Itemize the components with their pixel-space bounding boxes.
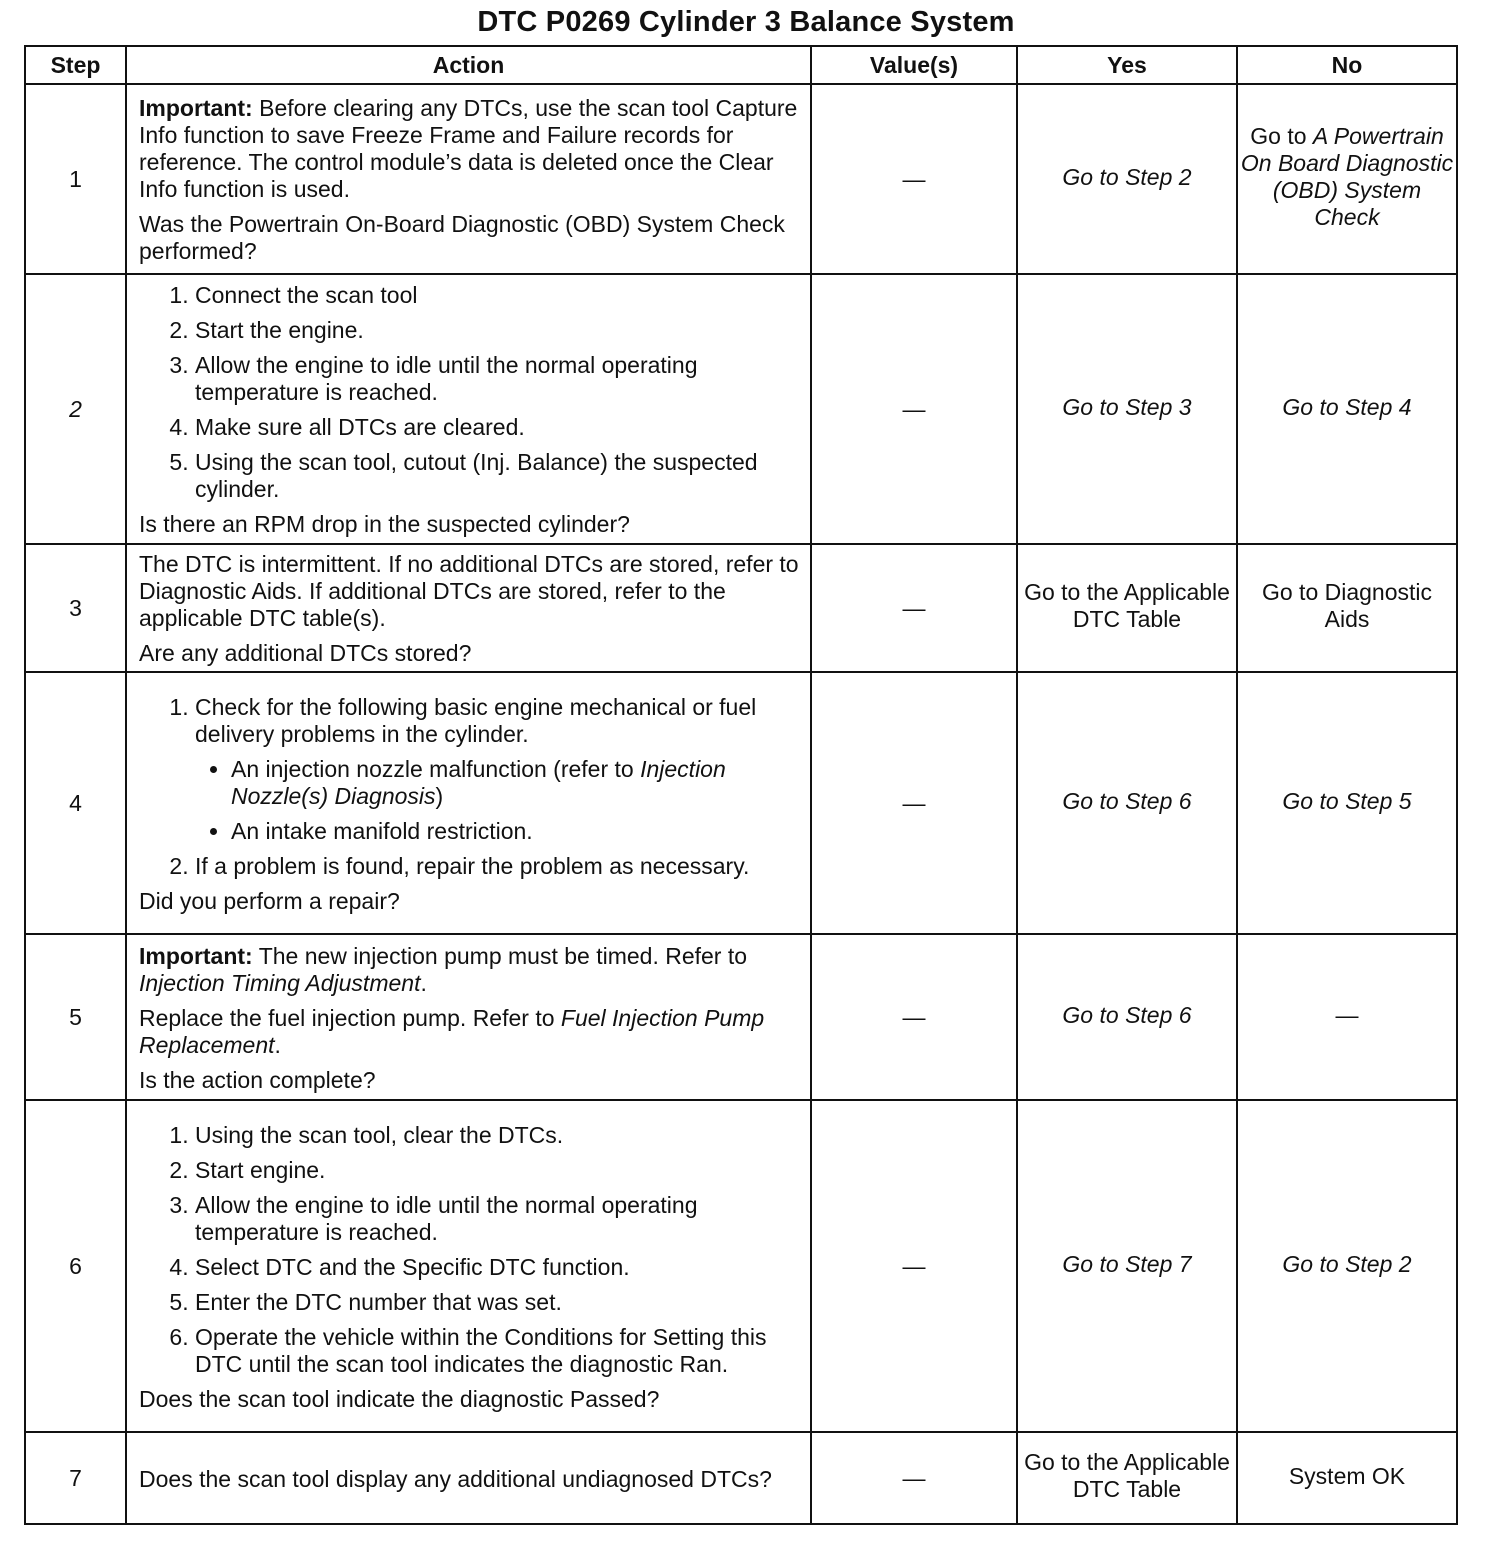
list-item: 3. Allow the engine to idle until the normal operating temperature is reached. xyxy=(195,352,800,406)
yes-cell: Go to Step 6 xyxy=(1017,934,1237,1100)
no-cell: Go to Step 4 xyxy=(1237,274,1457,544)
no-cell: Go to Step 5 xyxy=(1237,672,1457,934)
dtc-table-container xyxy=(24,45,1458,1525)
value-cell xyxy=(811,544,1017,672)
important-note xyxy=(139,943,800,997)
question: Does the scan tool display any additional undiagnosed DTCs? xyxy=(139,1465,772,1492)
table-row-step-4 xyxy=(25,672,1457,934)
no-prefix: Go to xyxy=(1250,123,1313,149)
action-cell xyxy=(126,1432,811,1524)
bullet-end: ) xyxy=(435,782,444,809)
header-step: Step xyxy=(25,46,126,84)
value-dash: — xyxy=(902,395,926,422)
action-cell xyxy=(126,544,811,672)
list-item: 3. Allow the engine to idle until the normal operating temperature is reached. xyxy=(195,1192,800,1246)
question: Was the Powertrain On-Board Diagnostic (OBD) System Check performed? xyxy=(139,211,785,264)
list-item: 6. Operate the vehicle within the Conditions for Setting this DTC until the scan tool indicates the diagnostic Ran. xyxy=(195,1324,800,1378)
value-cell xyxy=(811,1100,1017,1432)
yes-cell: Go to the Applicable DTC Table xyxy=(1017,1432,1237,1524)
step-number: 3 xyxy=(25,544,126,672)
procedure-list xyxy=(139,694,800,880)
important-ref: Injection Timing Adjustment xyxy=(139,969,421,996)
value-cell xyxy=(811,934,1017,1100)
value-cell xyxy=(811,84,1017,274)
replace-text: Replace the fuel injection pump. Refer to xyxy=(139,1004,561,1031)
list-item: 2. Start the engine. xyxy=(195,317,800,344)
step-number: 5 xyxy=(25,934,126,1100)
value-dash: — xyxy=(902,594,926,621)
header-values: Value(s) xyxy=(811,46,1017,84)
step-number: 4 xyxy=(25,672,126,934)
important-end: . xyxy=(420,969,427,996)
action-cell xyxy=(126,1100,811,1432)
step-number: 6 xyxy=(25,1100,126,1432)
list-item: 5. Enter the DTC number that was set. xyxy=(195,1289,800,1316)
yes-cell: Go to Step 2 xyxy=(1017,84,1237,274)
no-cell: Go to Diagnostic Aids xyxy=(1237,544,1457,672)
important-text: Before clearing any DTCs, use the scan tool Capture Info function to save Freeze Frame and Failure records for reference. The control module’s data is deleted once the Clear Info function is used. xyxy=(139,95,798,202)
value-dash: — xyxy=(902,1252,926,1279)
bullet-text: An injection nozzle malfunction (refer to xyxy=(231,755,641,782)
procedure-list xyxy=(139,282,800,503)
important-note xyxy=(139,95,800,203)
header-no: No xyxy=(1237,46,1457,84)
step-number: 7 xyxy=(25,1432,126,1524)
no-cell: — xyxy=(1237,934,1457,1100)
table-row-step-3 xyxy=(25,544,1457,672)
step-number: 1 xyxy=(25,84,126,274)
list-item-text: Check for the following basic engine mechanical or fuel delivery problems in the cylinder. xyxy=(195,693,757,747)
value-dash: — xyxy=(902,1464,926,1491)
action-cell xyxy=(126,934,811,1100)
yes-cell: Go to Step 7 xyxy=(1017,1100,1237,1432)
page-title: DTC P0269 Cylinder 3 Balance System xyxy=(477,6,1015,38)
list-item: 1. Using the scan tool, clear the DTCs. xyxy=(195,1122,800,1149)
question: Is the action complete? xyxy=(139,1066,376,1093)
question: Are any additional DTCs stored? xyxy=(139,640,472,666)
procedure-list xyxy=(139,1122,800,1378)
yes-cell: Go to the Applicable DTC Table xyxy=(1017,544,1237,672)
bullet-item xyxy=(231,756,800,810)
value-dash: — xyxy=(902,1003,926,1030)
table-row-step-1 xyxy=(25,84,1457,274)
action-text: The DTC is intermittent. If no additional DTCs are stored, refer to Diagnostic Aids. If additional DTCs are stored, refer to the applicable DTC table(s). xyxy=(139,551,799,631)
list-item: 1. Connect the scan tool xyxy=(195,282,800,309)
action-cell xyxy=(126,274,811,544)
no-cell: Go to Step 2 xyxy=(1237,1100,1457,1432)
table-row-step-5 xyxy=(25,934,1457,1100)
list-item: 4. Select DTC and the Specific DTC function. xyxy=(195,1254,800,1281)
question: Did you perform a repair? xyxy=(139,887,400,914)
list-item xyxy=(195,694,800,845)
table-row-step-7 xyxy=(25,1432,1457,1524)
header-row xyxy=(25,46,1457,84)
step-number: 2 xyxy=(25,274,126,544)
header-action: Action xyxy=(126,46,811,84)
action-cell xyxy=(126,672,811,934)
no-link-text: A Powertrain On Board Diagnostic (OBD) System Check xyxy=(1240,123,1454,230)
no-cell: System OK xyxy=(1237,1432,1457,1524)
value-cell xyxy=(811,274,1017,544)
important-label: Important: xyxy=(139,95,253,121)
no-cell xyxy=(1237,84,1457,274)
table-row-step-6 xyxy=(25,1100,1457,1432)
bullet-ref: Injection Nozzle(s) Diagnosis xyxy=(231,755,726,809)
value-dash: — xyxy=(902,165,926,192)
important-text: The new injection pump must be timed. Refer to xyxy=(252,942,748,969)
yes-cell: Go to Step 3 xyxy=(1017,274,1237,544)
replace-instruction xyxy=(139,1005,800,1059)
important-label: Important: xyxy=(139,942,253,969)
bullet-item: • An intake manifold restriction. xyxy=(231,818,800,845)
replace-end: . xyxy=(274,1031,281,1058)
replace-ref: Fuel Injection Pump Replacement xyxy=(139,1004,765,1058)
bullet-list xyxy=(195,756,800,845)
list-item: 2. Start engine. xyxy=(195,1157,800,1184)
question: Does the scan tool indicate the diagnostic Passed? xyxy=(139,1385,660,1412)
value-dash: — xyxy=(902,789,926,816)
question: Is there an RPM drop in the suspected cylinder? xyxy=(139,511,630,537)
header-yes: Yes xyxy=(1017,46,1237,84)
table-row-step-2 xyxy=(25,274,1457,544)
list-item: 5. Using the scan tool, cutout (Inj. Balance) the suspected cylinder. xyxy=(195,449,800,503)
dtc-table xyxy=(24,45,1458,1525)
value-cell xyxy=(811,1432,1017,1524)
yes-cell: Go to Step 6 xyxy=(1017,672,1237,934)
action-cell xyxy=(126,84,811,274)
list-item: 2. If a problem is found, repair the problem as necessary. xyxy=(195,853,800,880)
value-cell xyxy=(811,672,1017,934)
list-item: 4. Make sure all DTCs are cleared. xyxy=(195,414,800,441)
